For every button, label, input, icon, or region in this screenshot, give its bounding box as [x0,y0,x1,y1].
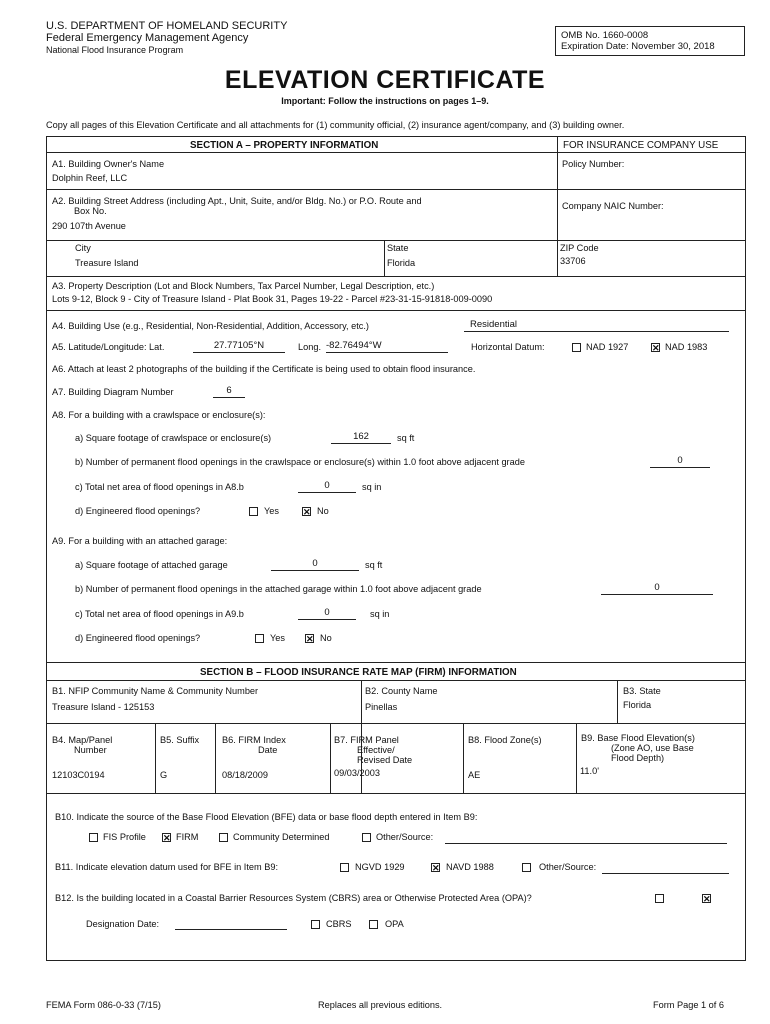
b6-label-cont: Date [258,745,278,755]
a9a-label: a) Square footage of attached garage [75,560,228,570]
b11-other-label: Other/Source: [539,862,597,872]
rule [46,276,746,277]
b9-value[interactable]: 11.0' [580,766,599,776]
a9d-no-label: No [320,633,332,643]
b9-label: B9. Base Flood Elevation(s) [581,733,695,743]
agency-line-1: U.S. DEPARTMENT OF HOMELAND SECURITY [46,20,288,32]
a8b-label: b) Number of permanent flood openings in the crawlspace or enclosure(s) within 1.0 foot above adjacent grade [75,457,525,467]
rule [557,136,558,276]
rule [46,793,746,794]
insurance-use-title: FOR INSURANCE COMPANY USE [563,140,719,151]
state-value[interactable]: Florida [387,258,416,268]
agency-line-3: National Flood Insurance Program [46,45,184,55]
navd-checkbox[interactable]: ✕ [432,863,440,873]
a9d-yes-label: Yes [270,633,285,643]
fis-profile-label: FIS Profile [103,832,146,842]
copy-note: Copy all pages of this Elevation Certificate and all attachments for (1) community official, (2) insurance agent/company, and (3) building owner. [46,120,625,130]
rule [617,680,618,723]
a9a-value[interactable]: 0 [271,558,359,571]
b4-label: B4. Map/Panel [52,735,113,745]
agency-header [46,20,287,56]
nad1983-label: NAD 1983 [665,342,708,352]
fis-profile-checkbox[interactable] [89,833,98,842]
a5-label: A5. Latitude/Longitude: Lat. [52,342,165,352]
a7-label: A7. Building Diagram Number [52,387,174,397]
b12-no-checkbox[interactable]: ✕ [703,894,711,904]
zip-value[interactable]: 33706 [560,256,586,266]
section-b-title: SECTION B – FLOOD INSURANCE RATE MAP (FIRM) INFORMATION [200,667,517,678]
city-label: City [75,243,91,253]
cbrs-label: CBRS [326,919,352,929]
city-value[interactable]: Treasure Island [75,258,139,268]
a8d-no-checkbox[interactable]: ✕ [303,507,311,517]
a4-label: A4. Building Use (e.g., Residential, Non-Residential, Addition, Accessory, etc.) [52,321,369,331]
a8c-unit: sq in [362,482,382,492]
rule [384,240,385,276]
community-determined-checkbox[interactable] [219,833,228,842]
rule [46,189,746,190]
opa-checkbox[interactable] [369,920,378,929]
a8b-value[interactable]: 0 [650,455,710,468]
navd-label: NAVD 1988 [446,862,494,872]
b2-label: B2. County Name [365,686,438,696]
a8d-yes-label: Yes [264,506,279,516]
page-number: Form Page 1 of 6 [653,1000,724,1010]
a9-label: A9. For a building with an attached garage: [52,536,228,546]
a2-label: A2. Building Street Address (including Apt., Unit, Suite, and/or Bldg. No.) or P.O. Route and [52,196,422,206]
form-number: FEMA Form 086-0-33 (7/15) [46,1000,161,1010]
a9d-yes-checkbox[interactable] [255,634,264,643]
b9-label-cont2: Flood Depth) [611,753,665,763]
rule [155,723,156,793]
rule [46,723,746,724]
b7-value[interactable]: 09/03/2003 [334,768,380,778]
b8-value[interactable]: AE [468,770,481,780]
firm-label: FIRM [176,832,199,842]
a6-label: A6. Attach at least 2 photographs of the building if the Certificate is being used to obtain flood insurance. [52,364,476,374]
b9-label-cont1: (Zone AO, use Base [611,743,694,753]
ngvd-label: NGVD 1929 [355,862,405,872]
b7-label: B7. FIRM Panel [334,735,399,745]
b2-value[interactable]: Pinellas [365,702,398,712]
important-note: Important: Follow the instructions on pages 1–9. [281,96,489,106]
a9b-value[interactable]: 0 [601,582,713,595]
b11-label: B11. Indicate elevation datum used for BFE in Item B9: [55,862,279,872]
b7-label-cont1: Effective/ [357,745,395,755]
nad1983-checkbox[interactable]: ✕ [652,343,660,353]
firm-checkbox[interactable]: ✕ [163,833,171,843]
nad1927-label: NAD 1927 [586,342,629,352]
a8d-yes-checkbox[interactable] [249,507,258,516]
state-label: State [387,243,409,253]
a3-label: A3. Property Description (Lot and Block Numbers, Tax Parcel Number, Legal Description, etc.) [52,281,435,291]
b4-label-cont: Number [74,745,107,755]
agency-line-2: Federal Emergency Management Agency [46,32,249,44]
b5-label: B5. Suffix [160,735,200,745]
a3-value[interactable]: Lots 9-12, Block 9 - City of Treasure Island - Plat Book 31, Pages 19-22 - Parcel #23-31-15-91818-009-0090 [52,294,493,304]
section-a-title: SECTION A – PROPERTY INFORMATION [190,140,379,151]
a9d-no-checkbox[interactable]: ✕ [306,634,314,644]
a8a-value[interactable]: 162 [331,431,391,444]
a9c-label: c) Total net area of flood openings in A9.b [75,609,244,619]
nad1927-checkbox[interactable] [572,343,581,352]
a8a-label: a) Square footage of crawlspace or enclosure(s) [75,433,272,443]
rule [46,240,746,241]
b12-label: B12. Is the building located in a Coastal Barrier Resources System (CBRS) area or Otherwise Protected Area (OPA)? [55,893,532,903]
community-determined-label: Community Determined [233,832,330,842]
a2-label-cont: Box No. [74,206,107,216]
b5-value[interactable]: G [160,770,168,780]
b3-label: B3. State [623,686,661,696]
b1-label: B1. NFIP Community Name & Community Number [52,686,259,696]
cbrs-checkbox[interactable] [311,920,320,929]
omb-box [555,26,745,56]
other-source-field[interactable] [445,831,727,844]
a9d-label: d) Engineered flood openings? [75,633,201,643]
other-source-label: Other/Source: [376,832,434,842]
a9b-label: b) Number of permanent flood openings in the attached garage within 1.0 foot above adjacent grade [75,584,482,594]
b12-yes-checkbox[interactable] [655,894,664,903]
replaces-note: Replaces all previous editions. [318,1000,443,1010]
b1-value[interactable]: Treasure Island - 125153 [52,702,155,712]
a8-label: A8. For a building with a crawlspace or enclosure(s): [52,410,266,420]
a8c-label: c) Total net area of flood openings in A8.b [75,482,244,492]
a7-value[interactable]: 6 [213,385,245,398]
a9c-value[interactable]: 0 [298,607,356,620]
ngvd-checkbox[interactable] [340,863,349,872]
rule [330,723,331,793]
policy-number-label: Policy Number: [562,159,625,169]
other-source-checkbox[interactable] [362,833,371,842]
a2-value[interactable]: 290 107th Avenue [52,221,126,231]
b11-other-checkbox[interactable] [522,863,531,872]
opa-label: OPA [385,919,404,929]
a1-label: A1. Building Owner's Name [52,159,165,169]
omb-number: OMB No. 1660-0008 [561,30,649,41]
a9a-unit: sq ft [365,560,383,570]
longitude-value[interactable]: -82.76494°W [326,340,448,353]
zip-label: ZIP Code [560,243,599,253]
a9c-unit: sq in [370,609,390,619]
rule [46,152,746,153]
b10-label: B10. Indicate the source of the Base Flood Elevation (BFE) data or base flood depth entered in Item B9: [55,812,478,822]
a8a-unit: sq ft [397,433,415,443]
b7-label-cont2: Revised Date [357,755,413,765]
rule [46,310,746,311]
a8d-no-label: No [317,506,329,516]
designation-date-label: Designation Date: [86,919,160,929]
expiration-date: Expiration Date: November 30, 2018 [561,41,715,52]
rule [46,662,746,663]
a8c-value[interactable]: 0 [298,480,356,493]
form-title: ELEVATION CERTIFICATE [224,66,546,94]
rule [46,680,746,681]
b3-value[interactable]: Florida [623,700,652,710]
longitude-label: Long. [298,342,321,352]
naic-label: Company NAIC Number: [562,201,664,211]
rule [463,723,464,793]
a8d-label: d) Engineered flood openings? [75,506,201,516]
horizontal-datum-label: Horizontal Datum: [471,342,545,352]
b6-value[interactable]: 08/18/2009 [222,770,268,780]
b4-value[interactable]: 12103C0194 [52,770,105,780]
latitude-value[interactable]: 27.77105°N [193,340,285,353]
a4-value[interactable]: Residential [464,319,729,332]
rule [215,723,216,793]
b8-label: B8. Flood Zone(s) [468,735,542,745]
designation-date-field[interactable] [175,917,287,930]
b11-other-field[interactable] [602,861,729,874]
rule [576,723,577,793]
b6-label: B6. FIRM Index [222,735,286,745]
a1-value[interactable]: Dolphin Reef, LLC [52,173,128,183]
